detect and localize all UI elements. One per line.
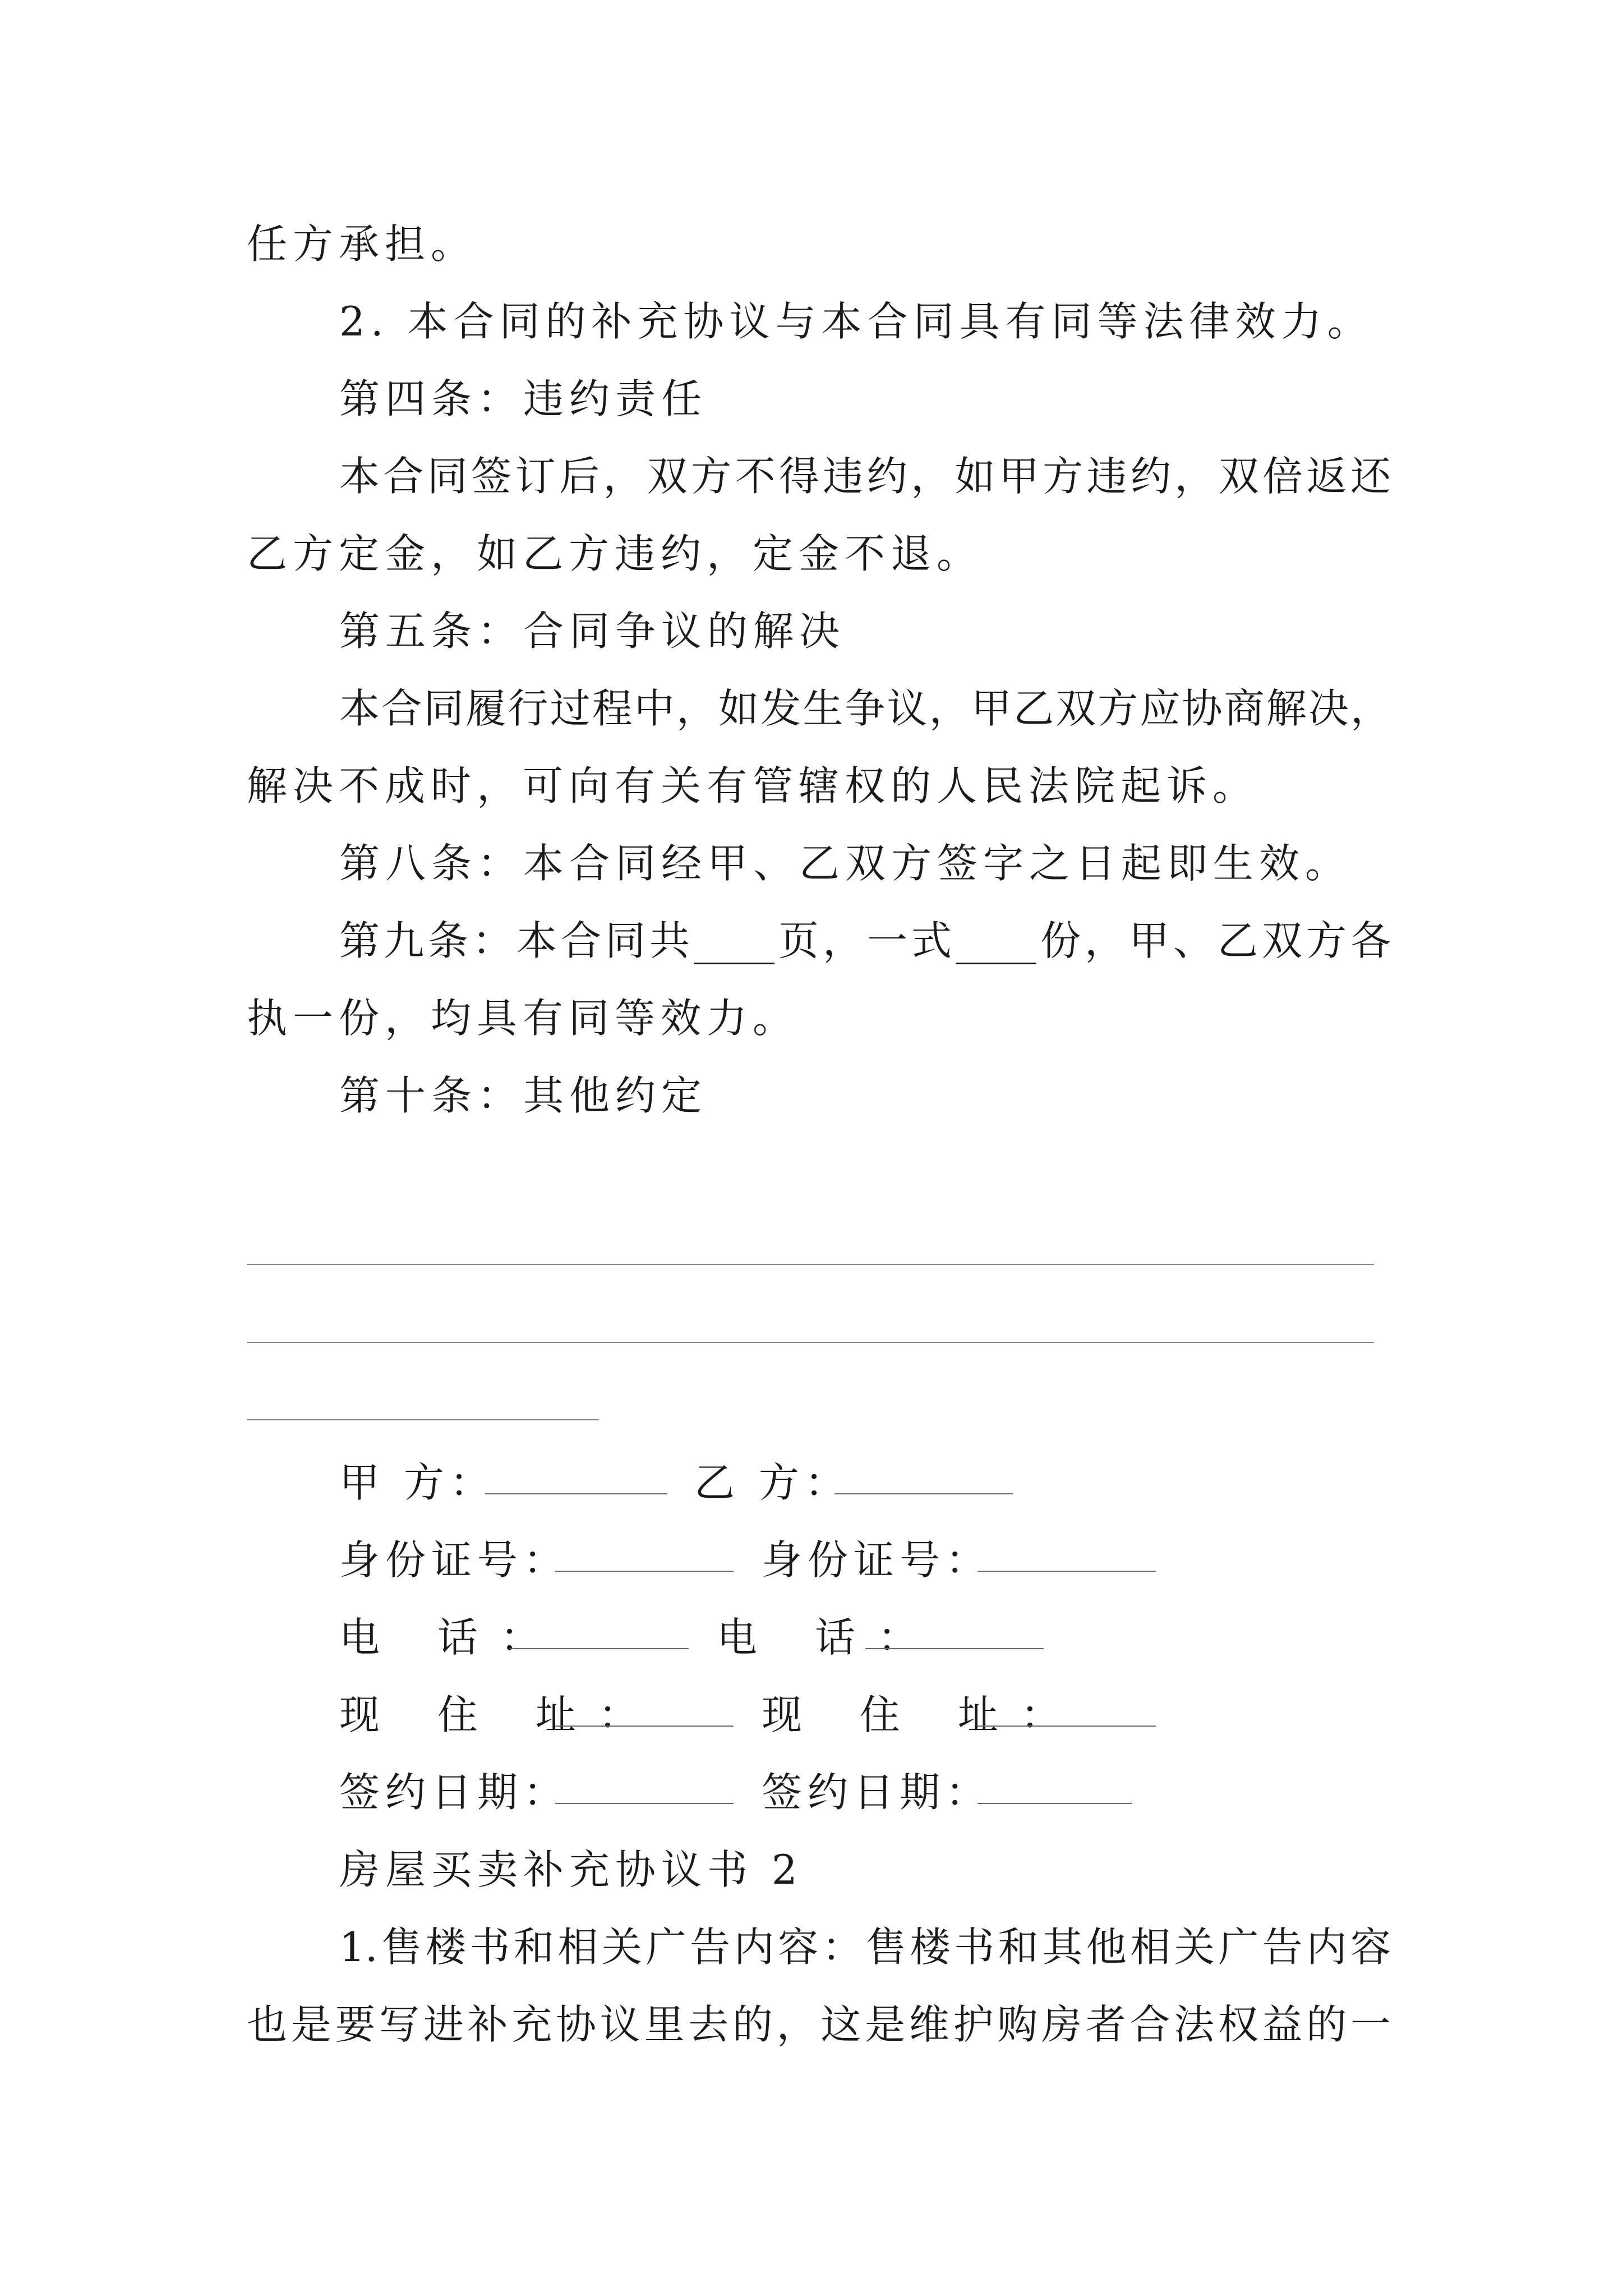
clause-heading: 第四条：违约责任 <box>339 375 708 422</box>
section-title: 房屋买卖补充协议书 2 <box>339 1846 803 1893</box>
text-line: 执一份，均具有同等效力。 <box>247 995 799 1042</box>
party-a-label: 甲 方： <box>339 1459 496 1506</box>
text-line: 第九条：本合同共____页，一式____份，甲、乙双方各 <box>339 917 1391 964</box>
party-b-label: 乙 方： <box>694 1459 851 1506</box>
id-label-a: 身份证号： <box>339 1536 570 1584</box>
text-line: 本合同签订后，双方不得违约，如甲方违约，双倍返还 <box>339 453 1391 500</box>
phone-label-b: 电 话： <box>717 1614 940 1661</box>
clause-heading: 第十条：其他约定 <box>339 1072 708 1119</box>
date-blank-b <box>978 1754 1132 1804</box>
party-a-blank <box>485 1444 667 1494</box>
id-blank-a <box>555 1521 734 1572</box>
clause-heading: 第五条：合同争议的解决 <box>339 608 846 655</box>
date-label-a: 签约日期： <box>339 1769 570 1816</box>
phone-blank-b <box>865 1599 1044 1649</box>
signature-row-date <box>339 1754 1132 1831</box>
blank-rule <box>247 1264 1374 1265</box>
address-blank-b <box>978 1676 1156 1727</box>
blank-rule <box>247 1342 1374 1343</box>
id-blank-b <box>978 1521 1156 1572</box>
signature-row-address <box>339 1676 1156 1754</box>
party-b-blank <box>834 1444 1013 1494</box>
address-label-b: 现 住 址： <box>762 1691 1083 1738</box>
text-line: 乙方定金，如乙方违约，定金不退。 <box>247 530 983 577</box>
text-line: 任方承担。 <box>247 220 477 268</box>
signature-row-phone <box>339 1599 1044 1676</box>
text-line: 解决不成时，可向有关有管辖权的人民法院起诉。 <box>247 762 1259 809</box>
clause-heading: 第八条：本合同经甲、乙双方签字之日起即生效。 <box>339 840 1352 887</box>
address-label-a: 现 住 址： <box>339 1691 661 1738</box>
phone-label-a: 电 话： <box>339 1614 563 1661</box>
text-line: 2. 本合同的补充协议与本合同具有同等法律效力。 <box>339 298 1373 345</box>
date-label-b: 签约日期： <box>762 1769 992 1816</box>
id-label-b: 身份证号： <box>762 1536 992 1584</box>
text-line: 本合同履行过程中，如发生争议，甲乙双方应协商解决， <box>339 685 1391 732</box>
signature-row-id <box>339 1521 1156 1599</box>
text-line: 也是要写进补充协议里去的，这是维护购房者合法权益的一 <box>247 2001 1391 2048</box>
blank-rule <box>247 1419 599 1420</box>
phone-blank-a <box>510 1599 689 1649</box>
signature-row-parties <box>339 1444 1013 1521</box>
address-blank-a <box>555 1676 734 1727</box>
date-blank-a <box>555 1754 734 1804</box>
text-line: 1.售楼书和相关广告内容：售楼书和其他相关广告内容 <box>339 1924 1391 1971</box>
